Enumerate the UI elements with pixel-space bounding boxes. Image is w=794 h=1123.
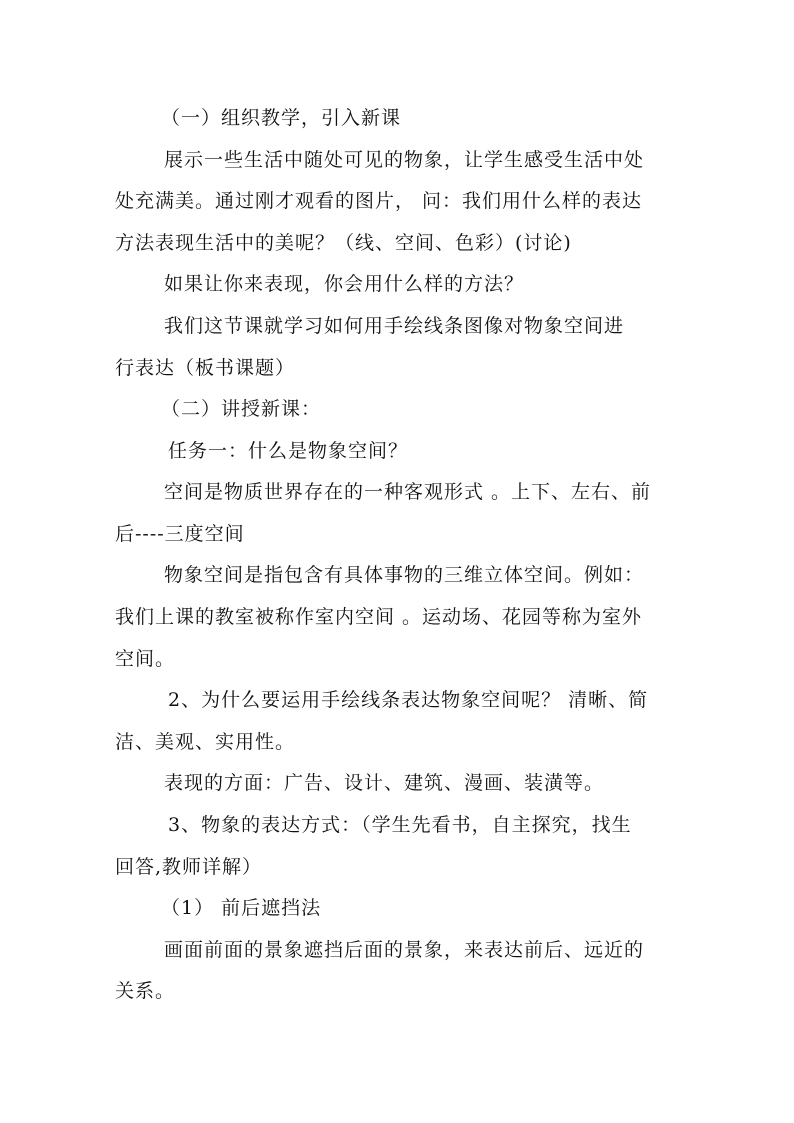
paragraph-line: 行表达（板书课题） — [115, 357, 296, 379]
paragraph-line: 方法表现生活中的美呢？（线、空间、色彩）(讨论) — [115, 232, 572, 254]
paragraph-line: 如果让你来表现，你会用什么样的方法？ — [164, 273, 525, 295]
paragraph-line: 洁、美观、实用性。 — [115, 731, 296, 753]
paragraph-line: 空间是物质世界存在的一种客观形式 。上下、左右、前 — [164, 481, 652, 503]
paragraph-line: 物象空间是指包含有具体事物的三维立体空间。例如： — [164, 564, 645, 586]
paragraph-line: 表现的方面：广告、设计、建筑、漫画、装潢等。 — [164, 772, 605, 794]
subheading-occlusion-method: （1） 前后遮挡法 — [161, 897, 322, 919]
paragraph-line: 我们这节课就学习如何用手绘线条图像对物象空间进 — [164, 315, 625, 337]
task-heading: 任务一：什么是物象空间？ — [168, 440, 409, 462]
section-heading-new-lesson: （二）讲授新课： — [161, 398, 322, 420]
paragraph-line: 3、物象的表达方式：（学生先看书，自主探究，找生 — [168, 814, 632, 836]
paragraph-line: 后----三度空间 — [115, 523, 245, 545]
paragraph-line: 关系。 — [115, 980, 176, 1002]
paragraph-line: 处充满美。通过刚才观看的图片， 问：我们用什么样的表达 — [115, 190, 643, 212]
paragraph-line: 画面前面的景象遮挡后面的景象，来表达前后、远近的 — [164, 939, 645, 961]
section-heading-organize: （一）组织教学，引入新课 — [161, 107, 402, 129]
paragraph-line: 回答,教师详解） — [115, 856, 263, 878]
paragraph-line: 展示一些生活中随处可见的物象，让学生感受生活中处 — [164, 149, 645, 171]
paragraph-line: 空间。 — [115, 648, 176, 670]
paragraph-line: 2、为什么要运用手绘线条表达物象空间呢？ 清晰、简 — [168, 689, 649, 711]
paragraph-line: 我们上课的教室被称作室内空间 。运动场、花园等称为室外 — [115, 606, 643, 628]
